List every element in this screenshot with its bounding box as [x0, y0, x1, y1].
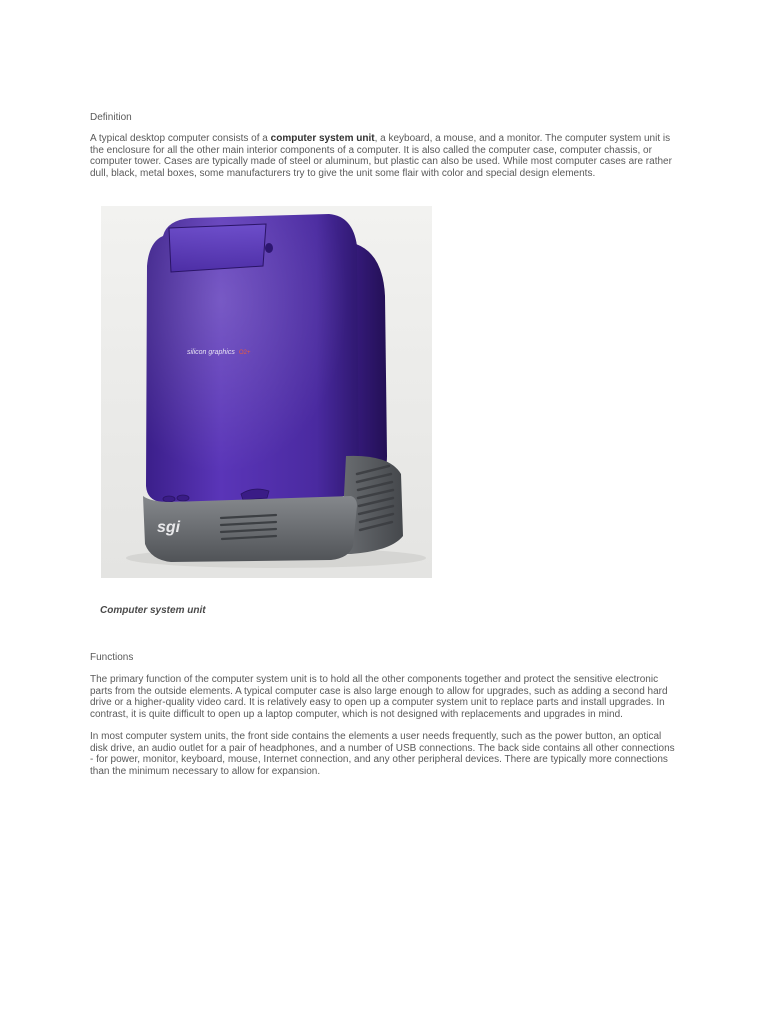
computer-system-unit-photo [101, 206, 432, 578]
functions-paragraph-1: The primary function of the computer system unit is to hold all the other components together and protect the sensitive electronic parts from the outside elements. A typical computer case is also large enough to allow for upgrades, such as adding a second hard drive or a higher-quality video card. It is relatively easy to open up a computer system unit to replace parts and install upgrades. In contrast, it is quite difficult to open up a laptop computer, which is not designed with replacements and upgrades in mind. [90, 674, 668, 720]
definition-text-end: , a keyboard, a mouse, and a monitor. The computer system unit is the enclosure for all the other main interior components of a computer. It is also called the computer case, computer chassis, or computer tower. Cases are typically made of steel or aluminum, but plastic can also be used. While most computer cases are rather dull, black, metal boxes, some manufacturers try to give the unit some flair with color and special design elements. [90, 133, 672, 179]
definition-text-start: A typical desktop computer consists of a [90, 133, 271, 144]
functions-paragraph-2: In most computer system units, the front side contains the elements a user needs frequently, such as the power button, an optical disk drive, an audio outlet for a pair of headphones, and a number of USB connections. The back side contains all other connections - for power, monitor, keyboard, mouse, Internet connection, and any other peripheral devices. There are typically more connections than the minimum necessary to allow for expansion. [90, 731, 675, 777]
definition-paragraph [90, 133, 680, 179]
sgi-logo: sgi [157, 519, 181, 536]
computer-case-illustration [101, 206, 432, 578]
figure-caption: Computer system unit [100, 605, 206, 616]
definition-bold-term: computer system unit [270, 133, 375, 144]
functions-heading: Functions [90, 652, 134, 663]
brand-label: silicon graphics [187, 349, 235, 356]
definition-heading: Definition [90, 112, 132, 123]
model-label: O2+ [239, 350, 251, 356]
